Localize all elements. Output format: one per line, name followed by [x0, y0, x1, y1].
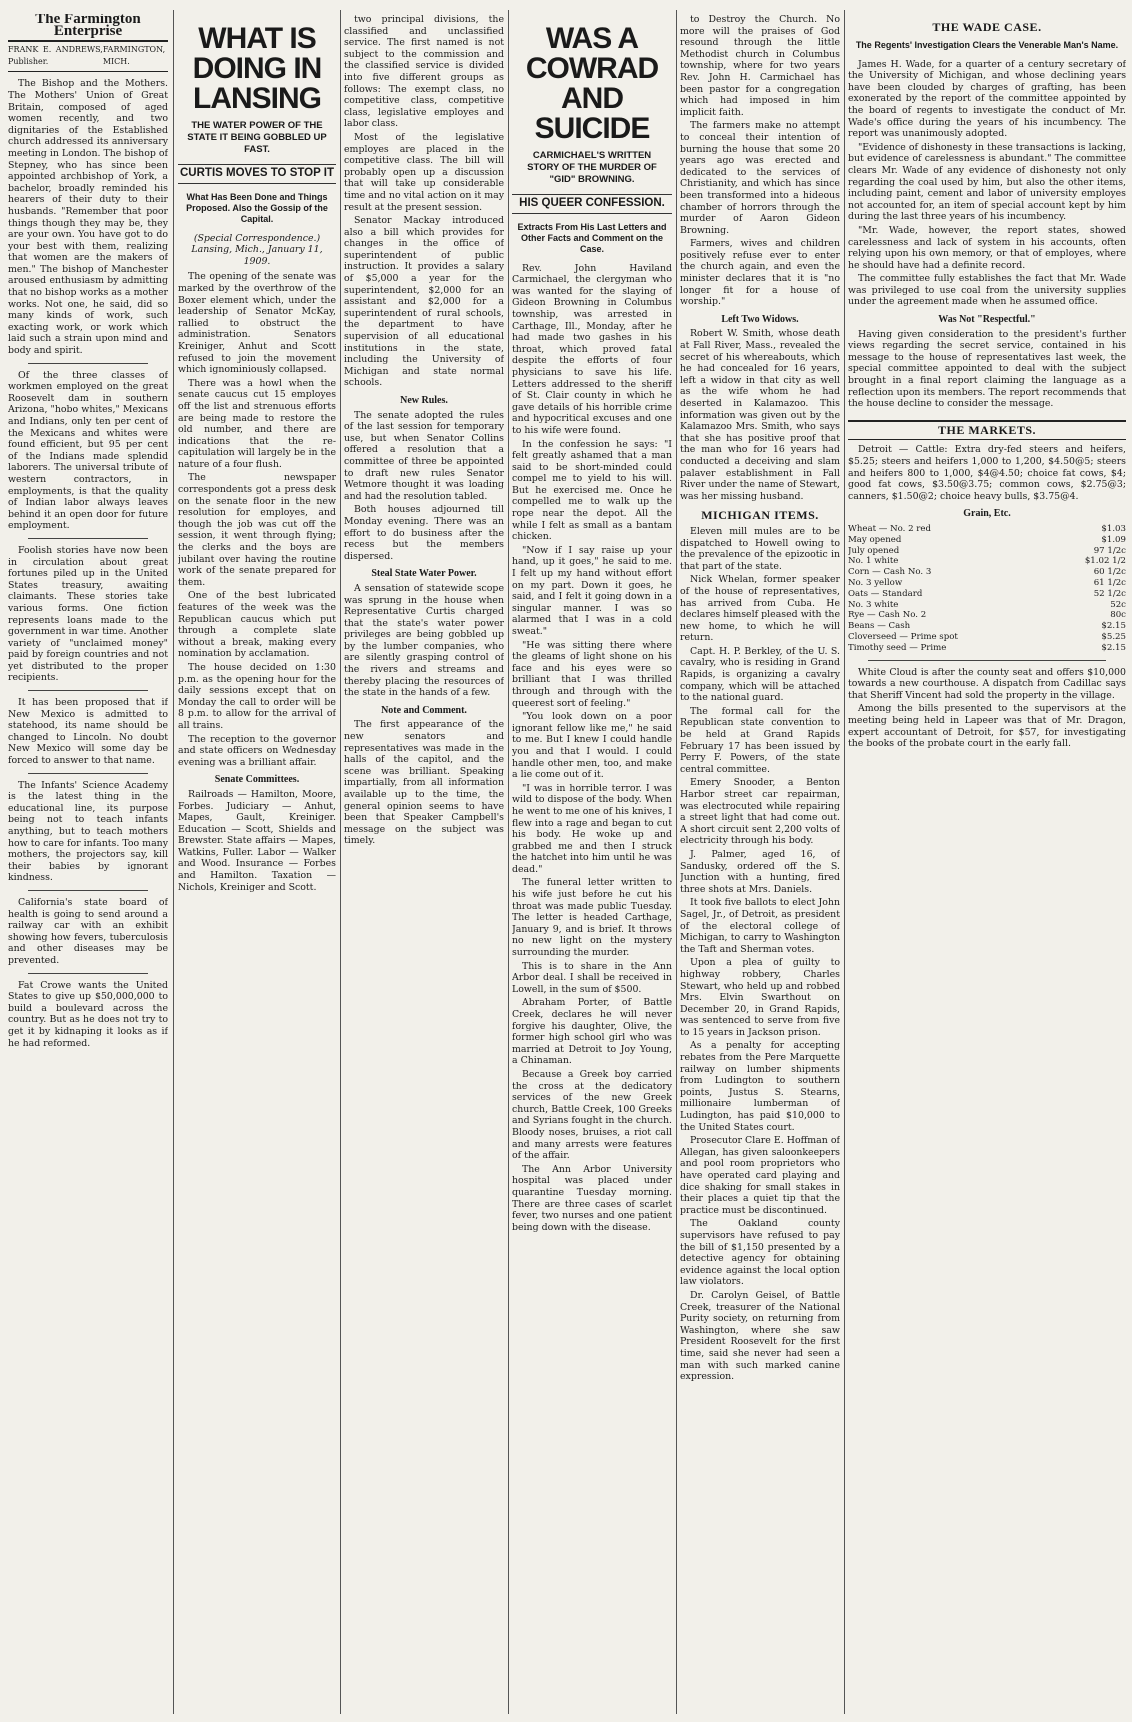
article-paragraph: "Now if I say raise up your hand, up it goes," he said to me. I felt up my hand without effort on my part. Down it goes, he said, and I felt it going down in a singular manner. I was so alarmed that I was in a cold sweat." [512, 544, 672, 637]
grain-price: $5.25 [1101, 631, 1126, 642]
article-paragraph: Of the three classes of workmen employed on the great Roosevelt dam in southern Arizona, "hobo whites," Mexicans and Indians, only ten per cent of the Mexicans and whites were found efficient, but 95 per cent of the Indians made splendid laborers. The universal tribute of western contractors, in employments, is that the quality of Indian labor always leaves behind it an open door for future employment. [8, 369, 168, 532]
grain-price: $1.09 [1101, 534, 1126, 545]
column-rule [173, 10, 174, 1714]
section-subhead: Left Two Widows. [721, 313, 799, 325]
article-paragraph: The opening of the senate was marked by the overthrow of the Boxer element which, under the leadership of Senator McKay, rallied to obstruct the administration. Senators Kreiniger, Anhut and Scott refused to join the movement which ignominiously collapsed. [178, 271, 336, 376]
headline-lansing: WHAT IS DOING IN LANSING [192, 22, 322, 115]
subhead-lansing: CURTIS MOVES TO STOP IT [178, 164, 336, 184]
masthead-title: The Farmington Enterprise [8, 14, 168, 42]
grain-row [848, 621, 1126, 632]
article-paragraph: The reception to the governor and state officers on Wednesday evening was a brilliant affair. [178, 733, 336, 768]
article-paragraph: California's state board of health is going to send around a railway car with an exhibit showing how fevers, tuberculosis and other diseases may be prevented. [8, 896, 168, 966]
article-paragraph: Foolish stories have now been in circulation about great fortunes piled up in the United States treasury, awaiting claimants. These stories take various forms. One fiction represents loans made to the government in war time. Another variety of "unclaimed money" paid by foreign countries and not yet distributed to the proper recipients. [8, 544, 168, 684]
article-paragraph: In the confession he says: "I felt greatly ashamed that a man said to be short-minded could compel me to yield to his will. But he exercised me. Once he compelled me to walk up the rope near the depot. All the while I felt as small as a bantam chicken. [512, 438, 672, 543]
grain-row [848, 610, 1126, 621]
grain-label: Timothy seed — Prime [848, 642, 947, 653]
grain-row [848, 632, 1126, 643]
column-5 [680, 14, 840, 1712]
grain-label: Oats — Standard [848, 588, 923, 599]
news-item: Dr. Carolyn Geisel, of Battle Creek, treasurer of the National Purity society, on returning from Washington, where she saw President Roosevelt for the first time, said she never had seen a man with such marked canine expression. [680, 1289, 840, 1383]
grain-price: $2.15 [1101, 642, 1126, 653]
grain-row [848, 600, 1126, 611]
article-paragraph: "He was sitting there where the gleams of light shone on his face and his eyes were so brilliant that I was thrilled through and through with the queerest sort of feeling." [512, 639, 672, 709]
deck-lansing: THE WATER POWER OF THE STATE IT BEING GOBBLED UP FAST. [187, 120, 327, 155]
news-item: As a penalty for accepting rebates from the Pere Marquette railway on lumber shipments from Ludington to southern points, Justus S. Stearns, millionaire lumberman of Ludington, has paid $10,000 to the United States court. [680, 1040, 840, 1133]
deck-carmichael-summary: Extracts From His Last Letters and Other Facts and Comment on the Case. [517, 221, 667, 254]
article-paragraph: The first appearance of the new senators and representatives was made in the halls of the capitol, and the scene was brilliant. Speaking impartially, from all information available up to the time, the general opinion seems to have been that Speaker Campbell's message on the subject was timely. [344, 719, 504, 847]
article-paragraph: Both houses adjourned till Monday evening. There was an effort to do business after the recess but the members dispersed. [344, 504, 504, 562]
grain-label: Cloverseed — Prime spot [848, 631, 958, 642]
headline-carmichael: WAS A COWRAD AND SUICIDE [525, 22, 659, 145]
separator [28, 538, 148, 539]
section-subhead: New Rules. [400, 395, 448, 406]
news-item: The Oakland county supervisors have refused to pay the bill of $1,150 presented by a detective agency for obtaining evidence against the local option law violators. [680, 1218, 840, 1288]
news-item: Eleven mill mules are to be dispatched to Howell owing to the prevalence of the epizootic in that part of the state. [680, 525, 840, 572]
grain-table [848, 524, 1126, 654]
markets-heading: THE MARKETS. [848, 420, 1126, 441]
article-paragraph: One of the best lubricated features of the week was the Republican caucus which put through a complete slate without a break, making every nomination by acclamation. [178, 590, 336, 660]
article-paragraph: "Mr. Wade, however, the report states, showed carelessness and lack of system in his accounts, often relying upon his own memory, or that of employes, where he should have had a definite record. [848, 224, 1126, 271]
column-rule [340, 10, 341, 1714]
grain-row [848, 546, 1126, 557]
deck-carmichael: CARMICHAEL'S WRITTEN STORY OF THE MURDER OF "GID" BROWNING. [527, 150, 657, 185]
grain-label: Rye — Cash No. 2 [848, 610, 927, 621]
grain-label: No. 1 white [848, 556, 899, 567]
article-paragraph: A sensation of statewide scope was sprung in the house when Representative Curtis charged that the state's water power privileges are being gobbled up by the lumber companies, who are silently grasping control of the rivers and streams and thereby placing the resources of the state in the hands of a few. [344, 582, 504, 699]
headline-wade-case: THE WADE CASE. [932, 20, 1042, 34]
news-item: Capt. H. P. Berkley, of the U. S. cavalry, who is residing in Grand Rapids, is organizing a cavalry company, which will be attached to the national guard. [680, 645, 840, 704]
grain-price: 80c [1110, 610, 1126, 621]
grain-price: 61 1/2c [1093, 577, 1126, 588]
article-paragraph: Most of the legislative employes are placed in the competitive class. The bill will probably open up a discussion that will take up considerable time and no vital action on it may result at the present session. [344, 131, 504, 213]
section-subhead: Senate Committees. [214, 774, 300, 786]
article-paragraph: Because a Greek boy carried the cross at the dedicatory services of the new Greek church, Battle Creek, 100 Greeks and Syrians fought in the church. Bloody noses, bruises, a riot call and many arrests were features of the affair. [512, 1068, 672, 1162]
subhead-carmichael: HIS QUEER CONFESSION. [512, 194, 672, 214]
news-item: Emery Snooder, a Benton Harbor street car repairman, was electrocuted while repairing a street light that had come out. A short circuit sent 2,200 volts of electricity through his body. [680, 777, 840, 847]
grain-price: $1.03 [1101, 523, 1126, 534]
grain-label: No. 3 white [848, 599, 899, 610]
column-4 [512, 14, 672, 1712]
article-paragraph: The senate adopted the rules of the last session for temporary use, but when Senator Collins offered a resolution that a committee of three be appointed to draft new rules Senator Wetmore thought it was loading and had the resolution tabled. [344, 409, 504, 502]
deck-wade-case: The Regents' Investigation Clears the Venerable Man's Name. [855, 39, 1119, 50]
article-paragraph: "You look down on a poor ignorant fellow like me," he said to me. But I knew I could handle you and that I would. I could handle other men, too, and make a lie come out of it. [512, 711, 672, 781]
article-paragraph: Abraham Porter, of Battle Creek, declares he will never forgive his daughter, Olive, the former high school girl who was married at Detroit to Joy Young, a Chinaman. [512, 997, 672, 1067]
article-paragraph: Robert W. Smith, whose death at Fall River, Mass., revealed the secret of his whereabouts, which he had concealed for 16 years, left a widow in that city as well as the wife whom he had deserted in Kalamazoo. This information was given out by the Kalamazoo Mrs. Smith, who says that she has positive proof that the man who for 16 years had conducted a deceiving and slam palaver establishment in Fall River under the name of Stewart, was her missing husband. [680, 328, 840, 502]
deck-lansing-summary: What Has Been Done and Things Proposed. Also the Gossip of the Capital. [186, 191, 328, 224]
section-subhead: Was Not "Respectful." [938, 314, 1036, 326]
grain-label: May opened [848, 534, 902, 545]
separator [28, 690, 148, 691]
dateline: (Special Correspondence.) Lansing, Mich., January 11, 1909. [191, 232, 323, 267]
grain-row [848, 589, 1126, 600]
article-paragraph: The newspaper correspondents got a press desk on the senate floor in the new resolution for employes, and though the job was cut off the session, it went through flying; the clerks and the boys are jubilant over having the routine work of the senate prepared for them. [178, 472, 336, 588]
section-subhead: Grain, Etc. [963, 508, 1011, 520]
grain-price: 52c [1110, 599, 1126, 610]
grain-row [848, 578, 1126, 589]
news-item: J. Palmer, aged 16, of Sandusky, ordered off the S. Junction with a hunting, fired three shots at Mrs. Daniels. [680, 848, 840, 895]
article-paragraph: two principal divisions, the classified and unclassified service. The first named is not subject to the commission and the classified service is divided into five different groups as follows: The exempt class, no competitive class, competitive class, legislative employes and labor class. [344, 14, 504, 130]
masthead-line [8, 42, 168, 72]
article-paragraph: James H. Wade, for a quarter of a century secretary of the University of Michigan, and whose declining years have been clouded by charges of grafting, has been exonerated by the report of the committee appointed by the board of regents to investigate the conduct of Mr. Wade's office during the years of his incumbency. The report was unanimously adopted. [848, 58, 1126, 140]
grain-price: 97 1/2c [1093, 545, 1126, 556]
separator [868, 660, 1106, 661]
grain-price: $2.15 [1101, 621, 1126, 632]
markets-paragraph: Detroit — Cattle: Extra dry-fed steers and heifers, $5.25; steers and heifers 1,000 to 1,200, $4.50@5; steers and heifers 800 to 1,000, $4@4.50; choice fat cows, $4; good fat cows, $3.50@3.75; common cows, $2.75@3; canners, $1.50@2; choice heavy bulls, $3.75@4. [848, 444, 1126, 502]
news-item: The formal call for the Republican state convention to be held at Grand Rapids February 17 has been issued by Perry F. Powers, of the state central committee. [680, 705, 840, 775]
grain-label: Beans — Cash [848, 621, 911, 632]
article-paragraph: Fat Crowe wants the United States to give up $50,000,000 to build a boulevard across the country. But as he does not try to get it by kidnaping it looks as if he had reformed. [8, 979, 168, 1049]
masthead-place: FARMINGTON, MICH. [102, 45, 166, 66]
grain-label: July opened [848, 545, 900, 556]
column-rule [508, 10, 509, 1714]
column-rule [676, 10, 677, 1714]
article-paragraph: There was a howl when the senate caucus cut 15 employes off the list and strenuous efforts are being made to restore the old number, and there are indications that the re-capitulation will largely be in the nature of a four flush. [178, 377, 336, 470]
news-item: Nick Whelan, former speaker of the house of representatives, has arrived from Cuba. He declares himself pleased with the new home, to which he will return. [680, 574, 840, 644]
grain-row [848, 567, 1126, 578]
article-paragraph: The Ann Arbor University hospital was placed under quarantine Tuesday morning. There are three cases of scarlet fever, two nurses and one patient being down with the disease. [512, 1163, 672, 1233]
grain-row [848, 524, 1126, 535]
column-2 [178, 14, 336, 1712]
grain-price: $1.02 1/2 [1084, 556, 1126, 567]
article-paragraph: The farmers make no attempt to conceal their intention of burning the house that some 20 years ago was erected and dedicated to the services of Christianity, and which has since been transformed into a hideous chamber of horrors through the murder of Aaron Gideon Browning. [680, 120, 840, 236]
article-paragraph: "I was in horrible terror. I was wild to dispose of the body. When he went to me one of his knives, I flew into a rage and began to cut his body. He woke up and grabbed me and then I struck the hatchet into him until he was dead." [512, 782, 672, 875]
article-paragraph: The Bishop and the Mothers. The Mothers' Union of Great Britain, composed of aged women recently, and two dignitaries of the Established church addressed its anniversary meeting in London. The bishop of Stepney, who has since been appointed archbishop of York, a bachelor, broadly reminded his hearers of their duty to their husbands. "Remember that poor things though they may be, they are your own. You have got to do your best with them, realizing that women are the makers of men." The bishop of Manchester aroused enthusiasm by admitting that no bishop works as a mother works. Not one, he said, did so many kinds of work, such exacting work, or work which laid such a strain upon mind and body and spirit. [8, 78, 168, 357]
column-6 [848, 14, 1126, 1712]
article-paragraph: This is to share in the Ann Arbor deal. I shall be received in Lowell, in the sum of $500. [512, 960, 672, 995]
grain-row [848, 643, 1126, 654]
article-paragraph: Senator Mackay introduced also a bill which provides for changes in the office of superintendent of public instruction. It provides a salary of $5,000 a year for the superintendent, $2,000 for an assistant and $2,000 for a superintendent of rural schools, the department to have supervision of all educational institutions in the state, including the University of Michigan and state normal schools. [344, 215, 504, 389]
grain-row [848, 535, 1126, 546]
grain-label: No. 3 yellow [848, 577, 903, 588]
column-rule [844, 10, 845, 1714]
article-paragraph: Having given consideration to the president's further views regarding the secret service, contained in his message to the house of representatives last week, the special committee appointed to deal with the subject brought in a final report claiming the language as a reflection upon its members. The report recommends that the house decline to consider the message. [848, 328, 1126, 410]
section-subhead: Note and Comment. [381, 704, 467, 716]
article-paragraph: Farmers, wives and children positively refuse ever to enter the church again, and even the minister declares that it is "no longer fit for a house of worship." [680, 238, 840, 308]
grain-label: Wheat — No. 2 red [848, 523, 931, 534]
article-paragraph: Railroads — Hamilton, Moore, Forbes. Judiciary — Anhut, Mapes, Gault, Kreiniger. Education — Scott, Shields and Brewster. State affairs — Mapes, Watkins, Fuller. Labor — Walker and Wood. Insurance — Forbes and Hamilton. Taxation — Nichols, Kreiniger and Scott. [178, 788, 336, 893]
section-subhead: Steal State Water Power. [371, 568, 477, 580]
article-paragraph: to Destroy the Church. No more will the praises of God resound through the little Methodist church in Columbus township, where for two years Rev. John H. Carmichael has been pastor for a congregation which had imposed in him implicit faith. [680, 14, 840, 118]
separator [28, 973, 148, 974]
grain-price: 52 1/2c [1093, 588, 1126, 599]
article-paragraph: It has been proposed that if New Mexico is admitted to statehood, its name should be changed to Lincoln. No doubt New Mexico will some day be forced to answer to that name. [8, 697, 168, 767]
article-paragraph: "Evidence of dishonesty in these transactions is lacking, but evidence of carelessness is abundant." The committee clears Mr. Wade of any evidence of dishonesty not only regarding the coal used by him, but also the other items, including paint, cement and labor of university employes not accounted for, an item of special account kept by him during the last three years of his incumbency. [848, 141, 1126, 223]
masthead-publisher: FRANK E. ANDREWS, Publisher. [8, 45, 103, 66]
article-paragraph: The Infants' Science Academy is the latest thing in the educational line, its purpose being not to teach infants anything, but to teach mothers how to care for infants. Too many mothers, the projectors say, kill their babies by ignorant kindness. [8, 779, 168, 884]
grain-label: Corn — Cash No. 3 [848, 567, 932, 578]
grain-price: 60 1/2c [1093, 567, 1126, 578]
article-paragraph: The funeral letter written to his wife just before he cut his throat was made public Tuesday. The letter is headed Carthage, January 9, and is brief. It throws no new light on the mystery surrounding the murder. [512, 877, 672, 959]
news-item: Upon a plea of guilty to highway robbery, Charles Stewart, who held up and robbed Mrs. Elvin Swarthout on December 20, in Grand Rapids, was sentenced to serve from five to 15 years in Jackson prison. [680, 957, 840, 1038]
separator [28, 363, 148, 364]
article-paragraph: White Cloud is after the county seat and offers $10,000 towards a new courthouse. A dispatch from Cadillac says that Sheriff Vincent had sold the property in the village. [848, 666, 1126, 701]
article-paragraph: The committee fully establishes the fact that Mr. Wade was privileged to use coal from the university supplies under the agreement made when he assumed office. [848, 273, 1126, 308]
article-paragraph: Rev. John Haviland Carmichael, the clergyman who was wanted for the slaying of Gideon Browning in Columbus township, was arrested in Carthage, Ill., Monday, after he had made two gashes in his throat, which proved fatal despite the efforts of four physicians to save his life. Letters addressed to the sheriff of St. Clair county in which he gave details of his horrible crime and hypocritical excuses and one to his wife were found. [512, 262, 672, 436]
article-paragraph: Among the bills presented to the supervisors at the meeting being held in Lapeer was that of Mr. Dragon, expert accountant of Detroit, for $57, for investigating the books of the probate court in the early fall. [848, 703, 1126, 750]
article-paragraph: The house decided on 1:30 p.m. as the opening hour for the daily sessions except that on Monday the call to order will be 8 p.m. to allow for the arrival of all trains. [178, 661, 336, 731]
news-item: Prosecutor Clare E. Hoffman of Allegan, has given saloonkeepers and pool room proprietors who have operated card playing and dice shaking for small stakes in their places a quiet tip that the practice must be discontinued. [680, 1135, 840, 1216]
separator [28, 773, 148, 774]
news-item: It took five ballots to elect John Sagel, Jr., of Detroit, as president of the electoral college of Michigan, to carry to Washington the Taft and Sherman votes. [680, 897, 840, 955]
column-1 [8, 14, 168, 1712]
separator [28, 890, 148, 891]
column-3 [344, 14, 504, 1712]
grain-row [848, 556, 1126, 567]
michigan-items-heading: MICHIGAN ITEMS. [701, 508, 819, 523]
